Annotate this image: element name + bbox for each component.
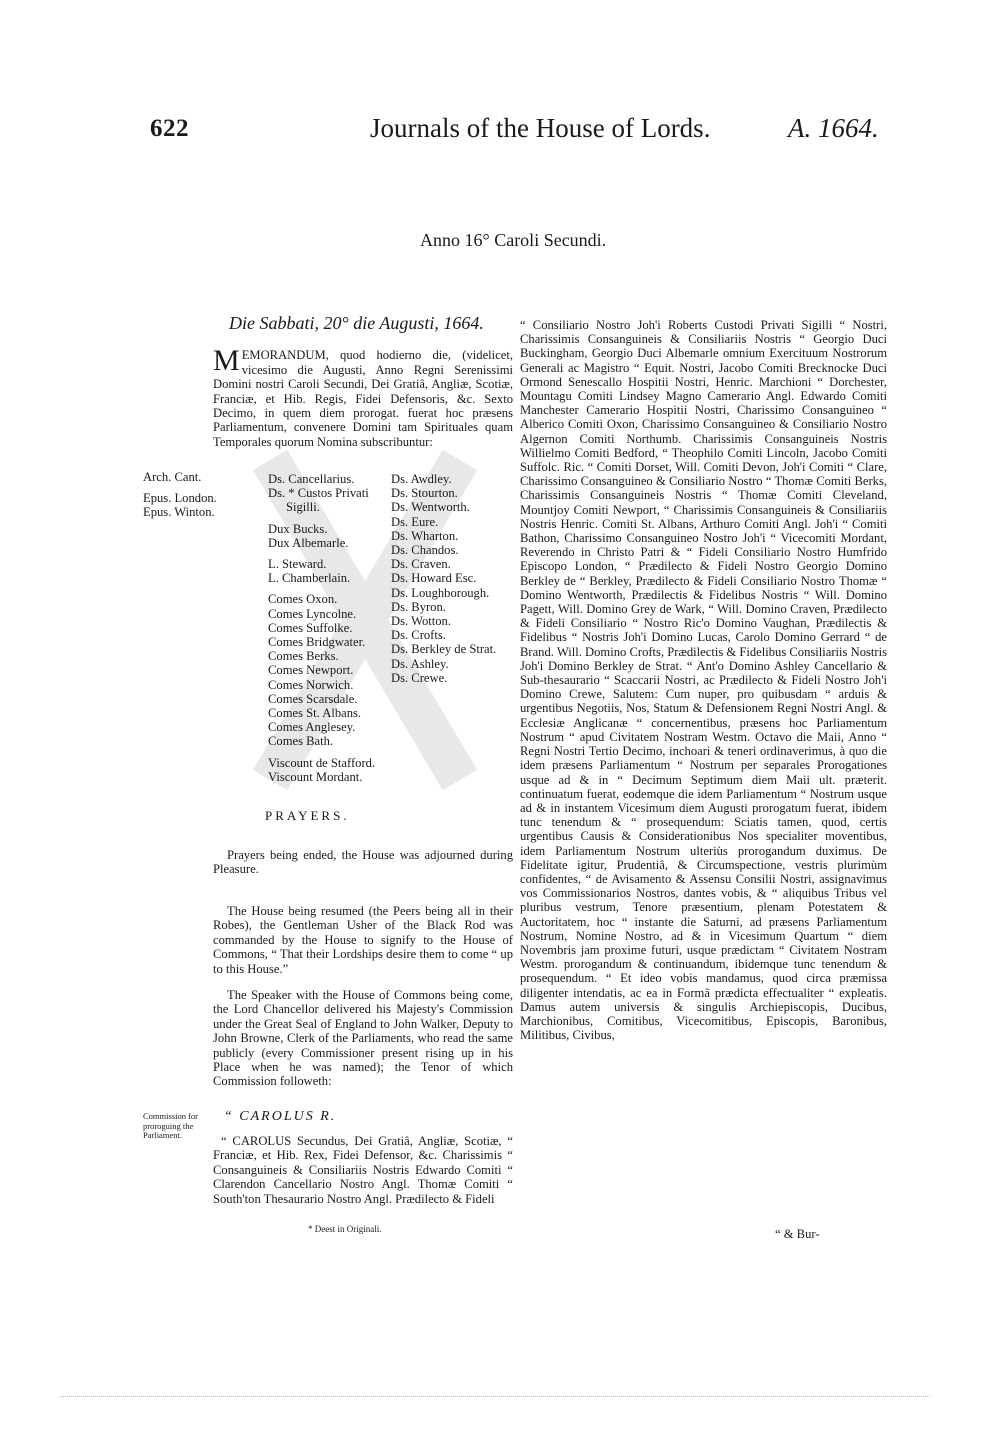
prayers-paragraph: Prayers being ended, the House was adjourned during Pleasure. <box>213 848 513 877</box>
list-item: Comes Berks. <box>268 649 339 664</box>
list-item: Comes Suffolke. <box>268 620 353 635</box>
list-item: Ds. * Custos Privati <box>268 486 369 501</box>
list-item: Comes Scarsdale. <box>268 691 358 706</box>
list-item: Epus. London. <box>143 491 217 506</box>
list-item: L. Chamberlain. <box>268 571 351 586</box>
list-item: Ds. Ashley. <box>391 656 449 671</box>
lords-list-b <box>391 472 496 685</box>
memorandum-paragraph <box>213 344 513 449</box>
list-item: Arch. Cant. <box>143 470 202 484</box>
memorandum-text: EMORANDUM, quod hodierno die, (videlicet, vicesimo die Augusti, Anno Regni Serenissimi Domini nostri Caroli Secundi, Dei Gratiâ, Angliæ, Scotiæ, Franciæ, et Hib. Regis, Fidei Defensoris, &c. Sexto Decimo, in quem diem prorogat. fuerat hoc præsens Parliamentum, convenere Domini tam Spirituales quam Temporales quorum Nomina subscribuntur: <box>213 348 513 449</box>
list-item: Comes Newport. <box>268 663 354 678</box>
carolus-paragraph: “ CAROLUS Secundus, Dei Gratiâ, Angliæ, Scotiæ, “ Franciæ, et Hib. Rex, Fidei Defensor, &c. Charissimis “ Consanguineis & Consiliariis Nostris Edwardo Comiti “ Clarendon Cancellario Nostro Angl. Thomæ Comiti “ South'ton Thesaurario Nostro Angl. Prædilecto & Fideli <box>213 1134 513 1206</box>
anno-heading: Anno 16° Caroli Secundi. <box>420 230 607 250</box>
list-item: Ds. Crewe. <box>391 670 448 685</box>
list-item: Comes Bath. <box>268 734 334 749</box>
list-item: Ds. Byron. <box>391 599 446 614</box>
list-item: Comes St. Albans. <box>268 706 362 721</box>
speaker-paragraph: The Speaker with the House of Commons being come, the Lord Chancellor delivered his Majesty's Commission under the Great Seal of England to John Walker, Deputy to John Browne, Clerk of the Parliaments, who read the same publicly (every Commissioner present rising up in his Place when he was named); the Tenor of which Commission followeth: <box>213 988 513 1089</box>
list-item: Ds. Craven. <box>391 557 451 572</box>
list-item: Ds. Cancellarius. <box>268 472 355 486</box>
page-number: 622 <box>150 115 189 142</box>
date-heading: Die Sabbati, 20° die Augusti, 1664. <box>229 313 484 333</box>
list-item: Ds. Crofts. <box>391 628 446 643</box>
lords-list-a <box>268 472 375 784</box>
list-item: Ds. Howard Esc. <box>391 571 477 586</box>
list-item: Comes Anglesey. <box>268 720 356 735</box>
list-item: Comes Lyncolne. <box>268 606 357 621</box>
catchword: “ & Bur- <box>775 1227 820 1241</box>
bottom-rule <box>60 1396 930 1397</box>
list-item: Dux Bucks. <box>268 521 328 536</box>
list-item: Dux Albemarle. <box>268 535 349 550</box>
running-title: Journals of the House of Lords. <box>370 113 711 143</box>
list-item: Comes Norwich. <box>268 677 354 692</box>
list-item: Ds. Awdley. <box>391 472 452 486</box>
list-item: Sigilli. <box>286 500 320 515</box>
list-item: Ds. Wharton. <box>391 528 459 543</box>
list-item: Ds. Loughborough. <box>391 585 490 600</box>
list-item: Viscount de Stafford. <box>268 755 376 770</box>
list-item: Ds. Berkley de Strat. <box>391 642 497 657</box>
list-item: Ds. Stourton. <box>391 486 458 501</box>
list-item: Ds. Eure. <box>391 514 439 529</box>
left-column <box>213 313 513 449</box>
list-item: Ds. Wotton. <box>391 614 451 629</box>
list-item: Ds. Wentworth. <box>391 500 470 515</box>
list-item: L. Steward. <box>268 557 327 572</box>
resumed-paragraph: The House being resumed (the Peers being all in their Robes), the Gentleman Usher of the Black Rod was commanded by the House to signify to the House of Commons, “ That their Lordships desire them to come “ up to this House.” <box>213 904 513 976</box>
bishops-list <box>143 470 217 520</box>
running-year: A. 1664. <box>788 113 879 143</box>
right-column: “ Consiliario Nostro Joh'i Roberts Custodi Privati Sigilli “ Nostri, Charissimis Consanguineis & Consiliariis Nostris “ Georgio Duci Buckingham, Georgio Duci Albemarle omnium Exercituum Nostrorum Generali ac Magistro “ Equit. Nostri, Jacobo Comiti Brecknocke Duci Ormond Senescallo Hospitii Nostri, Henric. Marchioni “ Dorchester, Mountagu Comiti Lindsey Magno Camerario Angl. Edwardo Comiti Manchester Camerario Hospitii Nostri, Charissimo Consanguineo “ Alberico Comiti Oxon, Charissimo Consanguineo & Consiliario Nostro Algernon Comiti Northumb. Charissimis Consanguineis Nostris Willielmo Comiti Bedford, “ Theophilo Comiti Lincoln, Jacobo Comiti Suffolc. Ric. “ Comiti Dorset, Will. Comiti Devon, Joh'i Comiti “ Clare, Charissimo Consanguineo & Consiliario Nostro “ Thomæ Comiti Berks, Charissimis Consanguineis Nostris “ Thomæ Comiti Cleveland, Mountjoy Comiti Newport, “ Charissimis Consanguineis & Consiliariis Nostris Henric. Comiti St. Albans, Arthuro Comiti Angl. Joh'i “ Comiti Bathon, Charissimo Consanguineo Nostro Joh'i “ Vicecomiti Mordant, Reverendo in Christo Patri & “ Fideli Consiliario Nostro Humfrido Episcopo London, “ Prædilecto & Fideli Nostro Georgio Domino Berkley de “ Berkley, Prædilecto & Fideli Consiliario Nostro Thomæ “ Domino Wentworth, Prædilectis & Fidelibus Nostris “ Will. Domino Pagett, Will. Domino Grey de Wark, “ Will. Domino Craven, Prædilecto & Fideli Consiliario “ Nostro Ric'o Domino Vaughan, Prædilectis & Fidelibus “ Nostris Joh'i Domino Lucas, Carolo Domino Gerrard “ de Brand. Will. Domino Crofts, Prædilectis & Fidelibus Consiliariis Nostris Joh'i Domino Berkley de Strat. “ Ant'o Domino Ashley Cancellario & Sub-thesaurario “ Scaccarii Nostri, ac Prædilecto & Fideli Nostro Joh'i Domino Crewe, Salutem: Cum nuper, pro quibusdam “ arduis & urgentibus Negotiis, Nos, Statum & Defensionem Regni Nostri Angl. & Ecclesiæ Anglicanæ “ concernentibus, præsens hoc Parliamentum Nostrum “ apud Civitatem Nostram Westm. Octavo die Maii, Anno “ Regni Nostri Tertio Decimo, inchoari & teneri ordinaverimus, à quo die idem præsens Parliamentum “ Nostrum per separales Prorogationes usque ad & in “ Decimum Septimum diem Maii ult. præterit. continuatum fuerat, eodemque die idem Parliamentum “ Nostrum usque ad & in instantem Vicesimum diem Augusti prorogatum fuerat, ibidem tunc tenendum & “ prosequendum: Sciatis tamen, quod, certis urgentibus Causis & Considerationibus Nos specialiter moventibus, idem Parliamentum Nostrum ulteriùs prorogandum duximus. De Fidelitate igitur, Prudentiâ, & Circumspectione, vestris plurimùm confidentes, “ de Avisamento & Assensu Consilii Nostri, assignavimus vos Commissionarios Nostros, dantes vobis, & “ aliquibus Tribus vel pluribus vestrum, Tenore præsentium, plenam Potestatem & Auctoritatem, hoc “ instante die Saturni, ad præsens Parliamentum Nostrum, Nomine Nostro, ad & in Vicesimum Quartum “ diem Novembris jam proxime futuri, usque prædictam “ Civitatem Nostram Westm. prorogandum & continuandum, ibidemque tunc tenendum & prosequendum. “ Et ideo vobis mandamus, quod circa præmissa diligenter intendatis, ac ea in Formâ prædicta effectualiter “ expleatis. Damus autem universis & singulis Archiepiscopis, Ducibus, Marchionibus, Comitibus, Vicecomitibus, Episcopis, Baronibus, Militibus, Civibus, <box>520 318 887 1043</box>
footnote: * Deest in Originali. <box>308 1224 382 1234</box>
list-item: Comes Bridgwater. <box>268 635 366 650</box>
margin-note: Commission for proroguing the Parliament. <box>143 1111 199 1140</box>
prayers-heading: PRAYERS. <box>265 808 350 823</box>
carolus-heading: “ CAROLUS R. <box>224 1109 337 1124</box>
drop-cap: M <box>213 344 240 378</box>
list-item: Comes Oxon. <box>268 592 338 607</box>
list-item: Epus. Winton. <box>143 505 215 520</box>
list-item: Ds. Chandos. <box>391 543 459 558</box>
list-item: Viscount Mordant. <box>268 769 363 784</box>
